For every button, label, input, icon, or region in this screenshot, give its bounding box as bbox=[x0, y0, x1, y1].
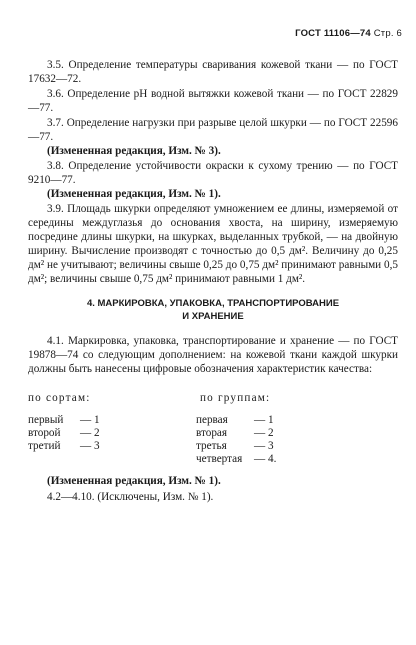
list-item bbox=[196, 427, 276, 440]
paragraph-3-8: 3.8. Определение устойчивости окраски к сухому трению — по ГОСТ 9210—77. bbox=[28, 160, 398, 186]
section-4-title-line2: И ХРАНЕНИЕ bbox=[182, 311, 244, 322]
group-code: — 1 bbox=[254, 414, 274, 426]
grade-name: первый bbox=[28, 414, 64, 426]
section-4-title bbox=[28, 297, 398, 323]
list-item bbox=[196, 414, 276, 427]
list-item bbox=[196, 453, 276, 466]
group-code: — 4. bbox=[254, 453, 277, 465]
list-item bbox=[196, 440, 276, 453]
group-name: третья bbox=[196, 440, 227, 452]
page-header bbox=[295, 28, 402, 39]
paragraph-3-9: 3.9. Площадь шкурки определяют умножением ее длины, измеряемой от середины междуглазья до основания хвоста, на ширину, измеряемую посредине длины шкурки, на шкурках, выделанных трубкой, — на двойную ширину. Вычисление производят с точностью до 0,5 дм². Величину до 0,25 дм² не учитывают; величины свыше 0,25 до 0,75 дм² принимают равными 0,5 дм²; величины свыше 0,75 дм² принимают равными 1 дм². bbox=[28, 203, 398, 285]
standard-number: ГОСТ 11106—74 bbox=[295, 28, 371, 39]
grade-code: — 1 bbox=[80, 414, 100, 426]
section-3-text bbox=[28, 58, 398, 286]
list-item bbox=[28, 414, 100, 427]
amendment-note-1a: (Измененная редакция, Изм. № 1). bbox=[47, 188, 221, 200]
group-code: — 3 bbox=[254, 440, 274, 452]
paragraph-4-2-excluded: 4.2—4.10. (Исключены, Изм. № 1). bbox=[47, 491, 214, 503]
section-4-title-line1: 4. МАРКИРОВКА, УПАКОВКА, ТРАНСПОРТИРОВАНИЕ bbox=[86, 298, 340, 309]
group-name: четвертая bbox=[196, 453, 243, 465]
group-name: первая bbox=[196, 414, 228, 426]
grades-list bbox=[28, 414, 100, 453]
grade-code: — 3 bbox=[80, 440, 100, 452]
amendment-note-3: (Измененная редакция, Изм. № 3). bbox=[47, 145, 221, 157]
paragraph-4-1: 4.1. Маркировка, упаковка, транспортирование и хранение — по ГОСТ 19878—74 со следующим дополнением: на кожевой ткани каждой шкурки должны быть нанесены цифровые обозначения характеристик качества: bbox=[28, 335, 398, 375]
group-code: — 2 bbox=[254, 427, 274, 439]
grade-name: второй bbox=[28, 427, 61, 439]
grade-code: — 2 bbox=[80, 427, 100, 439]
group-name: вторая bbox=[196, 427, 228, 439]
paragraph-3-5: 3.5. Определение температуры сваривания кожевой ткани — по ГОСТ 17632—72. bbox=[28, 59, 398, 85]
grades-heading: по сортам: bbox=[28, 392, 91, 404]
paragraph-3-7: 3.7. Определение нагрузки при разрыве целой шкурки — по ГОСТ 22596—77. bbox=[28, 117, 398, 143]
page-number: Стр. 6 bbox=[373, 28, 402, 39]
list-item bbox=[28, 440, 100, 453]
grade-name: третий bbox=[28, 440, 61, 452]
list-item bbox=[28, 427, 100, 440]
amendment-note-1b: (Измененная редакция, Изм. № 1). bbox=[47, 475, 221, 487]
groups-heading: по группам: bbox=[200, 392, 271, 404]
section-4-text bbox=[28, 334, 398, 376]
groups-list bbox=[196, 414, 276, 466]
paragraph-3-6: 3.6. Определение pH водной вытяжки кожевой ткани — по ГОСТ 22829—77. bbox=[28, 88, 398, 114]
